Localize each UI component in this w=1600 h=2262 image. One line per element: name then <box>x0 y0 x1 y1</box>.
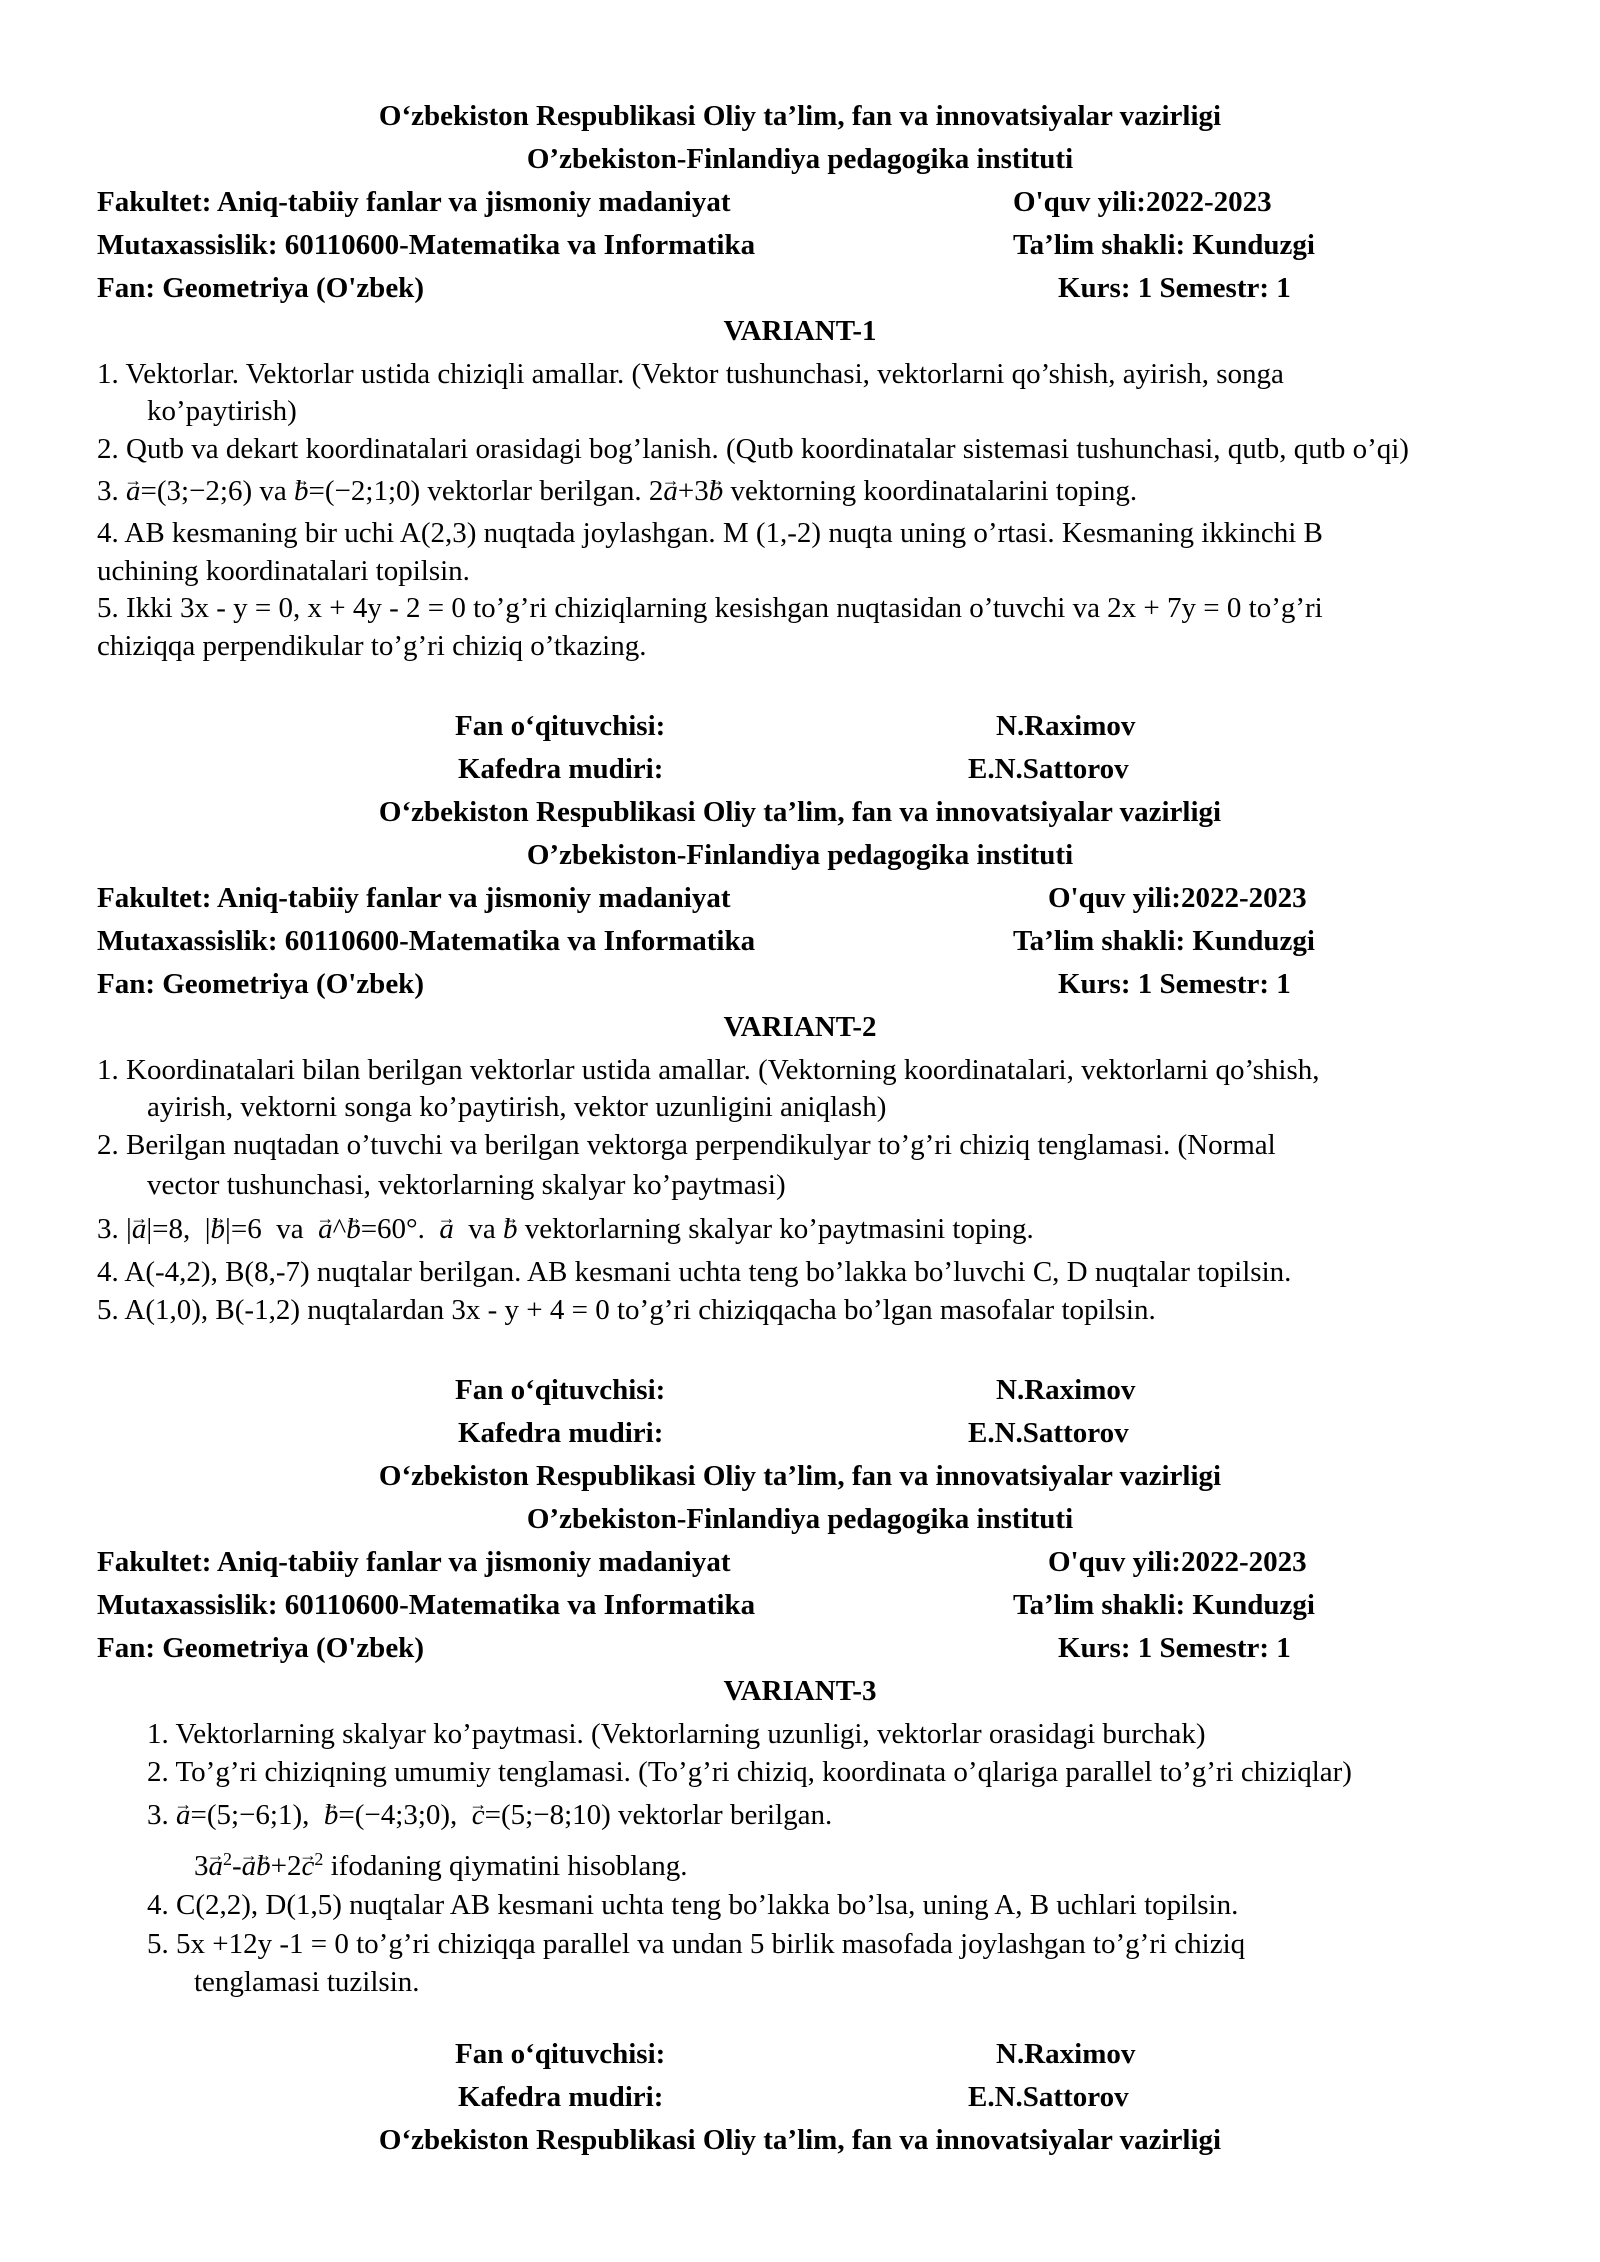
question-number: 3. <box>97 475 126 507</box>
question-2: 2. Qutb va dekart koordinatalari orasidagi bog’lanish. (Qutb koordinatalar sistemasi tushunchasi, qutb, qutb o’qi) <box>97 433 1409 465</box>
head-name: E.N.Sattorov <box>968 753 1129 785</box>
vector-b: → b <box>503 1210 518 1248</box>
specialty-label: Mutaxassislik: 60110600-Matematika va Informatika <box>97 229 756 261</box>
study-form: Ta’lim shakli: Kunduzgi <box>1013 229 1315 261</box>
conjunction-text: va <box>252 475 295 507</box>
academic-year: O'quv yili:2022-2023 <box>1048 882 1307 914</box>
vector-b: → b <box>324 1796 339 1834</box>
vector-b: → b <box>346 1210 361 1248</box>
head-label: Kafedra mudiri: <box>458 1417 664 1449</box>
question-1-continued: ko’paytirish) <box>147 395 297 427</box>
vector-b: → b <box>294 472 309 510</box>
question-4-continued: uchining koordinatalari topilsin. <box>97 555 470 587</box>
vector-c: → c <box>472 1796 485 1834</box>
question-5-continued: tenglamasi tuzilsin. <box>194 1966 420 1998</box>
specialty-label: Mutaxassislik: 60110600-Matematika va Informatika <box>97 1589 756 1621</box>
ministry-heading: O‘zbekiston Respublikasi Oliy ta’lim, fan va innovatsiyalar vazirligi <box>378 100 1222 132</box>
vector-a: → a <box>132 1210 147 1248</box>
question-1: 1. Vektorlarning skalyar ko’paytmasi. (Vektorlarning uzunligi, vektorlar orasidagi burchak) <box>147 1718 1206 1750</box>
academic-year: O'quv yili:2022-2023 <box>1048 1546 1307 1578</box>
question-5: 5. Ikki 3x - y = 0, x + 4y - 2 = 0 to’g’ri chiziqlarning kesishgan nuqtasidan o’tuvchi va 2x + 7y = 0 to’g’ri <box>97 592 1323 624</box>
vector-a: → a <box>318 1210 333 1248</box>
faculty-label: Fakultet: Aniq-tabiiy fanlar va jismoniy madaniyat <box>97 882 731 914</box>
question-3-expression: $3\to a^2-\to a\to b+2\to c^2$ ifodaning qiymatini hisoblang. <box>194 1840 687 1885</box>
question-5: 5. 5x +12y -1 = 0 to’g’ri chiziqqa parallel va undan 5 birlik masofada joylashgan to’g’ri chiziq <box>147 1928 1246 1960</box>
question-3: 3. → a=(5;−6;1), → b=(−4;3;0), → c=(5;−8;10) vektorlar berilgan. <box>147 1796 832 1834</box>
given-text: vektorlar berilgan. <box>610 1799 833 1831</box>
teacher-label: Fan o‘qituvchisi: <box>455 1374 666 1406</box>
question-number: 3. <box>97 1213 126 1245</box>
vector-a: → a <box>176 1796 191 1834</box>
teacher-name: N.Raximov <box>996 1374 1136 1406</box>
course-semester: Kurs: 1 Semestr: 1 <box>1058 968 1291 1000</box>
subject-label: Fan: Geometriya (O'zbek) <box>97 968 424 1000</box>
head-label: Kafedra mudiri: <box>458 753 664 785</box>
vector-a: → a <box>209 1847 224 1885</box>
variant-title: VARIANT-2 <box>723 1011 877 1043</box>
question-3: 3. → a=(3;−2;6) va → b=(−2;1;0) vektorlar berilgan. 2→ a+3→ b vektorning koordinatalarini toping. <box>97 472 1137 510</box>
institute-heading: O’zbekiston-Finlandiya pedagogika instituti <box>526 1503 1074 1535</box>
institute-heading: O’zbekiston-Finlandiya pedagogika instituti <box>526 839 1074 871</box>
variant-title: VARIANT-3 <box>723 1675 877 1707</box>
variant-title: VARIANT-1 <box>723 315 877 347</box>
course-semester: Kurs: 1 Semestr: 1 <box>1058 272 1291 304</box>
faculty-label: Fakultet: Aniq-tabiiy fanlar va jismoniy madaniyat <box>97 186 731 218</box>
course-semester: Kurs: 1 Semestr: 1 <box>1058 1632 1291 1664</box>
teacher-name: N.Raximov <box>996 710 1136 742</box>
question-1-continued: ayirish, vektorni songa ko’paytirish, vektor uzunligini aniqlash) <box>147 1091 887 1123</box>
vector-a: → a <box>663 472 678 510</box>
head-name: E.N.Sattorov <box>968 1417 1129 1449</box>
study-form: Ta’lim shakli: Kunduzgi <box>1013 1589 1315 1621</box>
question-4: 4. AB kesmaning bir uchi A(2,3) nuqtada joylashgan. M (1,-2) nuqta uning o’rtasi. Kesmaning ikkinchi B <box>97 517 1323 549</box>
teacher-label: Fan o‘qituvchisi: <box>455 2038 666 2070</box>
question-3: 3. |→ a|=8, |→ b|=6 va → a^→ b=60°. → a va → b vektorlarning skalyar ko’paytmasini toping. <box>97 1210 1034 1248</box>
question-4: 4. A(-4,2), B(8,-7) nuqtalar berilgan. AB kesmani uchta teng bo’lakka bo’luvchi C, D nuqtalar topilsin. <box>97 1256 1292 1288</box>
academic-year: O'quv yili:2022-2023 <box>1013 186 1272 218</box>
question-text: ifodaning qiymatini hisoblang. <box>323 1849 688 1882</box>
vector-a: → a <box>126 472 141 510</box>
given-text: vektorlar berilgan. <box>420 475 649 507</box>
question-1: 1. Vektorlar. Vektorlar ustida chiziqli amallar. (Vektor tushunchasi, vektorlarni qo’shish, ayirish, songa <box>97 358 1284 390</box>
head-label: Kafedra mudiri: <box>458 2081 664 2113</box>
question-text: vektorlarning skalyar ko’paytmasini toping. <box>517 1213 1034 1245</box>
question-5-continued: chiziqqa perpendikular to’g’ri chiziq o’tkazing. <box>97 630 647 662</box>
vector-b: → b <box>211 1210 226 1248</box>
vector-c: → c <box>302 1847 315 1885</box>
study-form: Ta’lim shakli: Kunduzgi <box>1013 925 1315 957</box>
ministry-heading: O‘zbekiston Respublikasi Oliy ta’lim, fan va innovatsiyalar vazirligi <box>378 796 1222 828</box>
ministry-heading: O‘zbekiston Respublikasi Oliy ta’lim, fan va innovatsiyalar vazirligi <box>378 1460 1222 1492</box>
question-1: 1. Koordinatalari bilan berilgan vektorlar ustida amallar. (Vektorning koordinatalari, vektorlarni qo’shish, <box>97 1054 1320 1086</box>
question-2: 2. Berilgan nuqtadan o’tuvchi va berilgan vektorga perpendikulyar to’g’ri chiziq tenglamasi. (Normal <box>97 1129 1276 1161</box>
head-name: E.N.Sattorov <box>968 2081 1129 2113</box>
question-text: vektorning koordinatalarini toping. <box>723 475 1138 507</box>
question-2: 2. To’g’ri chiziqning umumiy tenglamasi. (To’g’ri chiziq, koordinata o’qlariga parallel to’g’ri chiziqlar) <box>147 1756 1352 1788</box>
vector-b: → b <box>256 1847 271 1885</box>
institute-heading: O’zbekiston-Finlandiya pedagogika instituti <box>526 143 1074 175</box>
teacher-label: Fan o‘qituvchisi: <box>455 710 666 742</box>
vector-b: → b <box>709 472 724 510</box>
vector-a: → a <box>439 1210 454 1248</box>
question-number: 3. <box>147 1799 176 1831</box>
specialty-label: Mutaxassislik: 60110600-Matematika va Informatika <box>97 925 756 957</box>
subject-label: Fan: Geometriya (O'zbek) <box>97 272 424 304</box>
question-4: 4. C(2,2), D(1,5) nuqtalar AB kesmani uchta teng bo’lakka bo’lsa, uning A, B uchlari topilsin. <box>147 1889 1239 1921</box>
vector-a: → a <box>242 1847 257 1885</box>
question-5: 5. A(1,0), B(-1,2) nuqtalardan 3x - y + 4 = 0 to’g’ri chiziqqacha bo’lgan masofalar topilsin. <box>97 1294 1156 1326</box>
teacher-name: N.Raximov <box>996 2038 1136 2070</box>
faculty-label: Fakultet: Aniq-tabiiy fanlar va jismoniy madaniyat <box>97 1546 731 1578</box>
ministry-heading: O‘zbekiston Respublikasi Oliy ta’lim, fan va innovatsiyalar vazirligi <box>378 2124 1222 2156</box>
subject-label: Fan: Geometriya (O'zbek) <box>97 1632 424 1664</box>
question-2-continued: vector tushunchasi, vektorlarning skalyar ko’paytmasi) <box>147 1169 786 1201</box>
